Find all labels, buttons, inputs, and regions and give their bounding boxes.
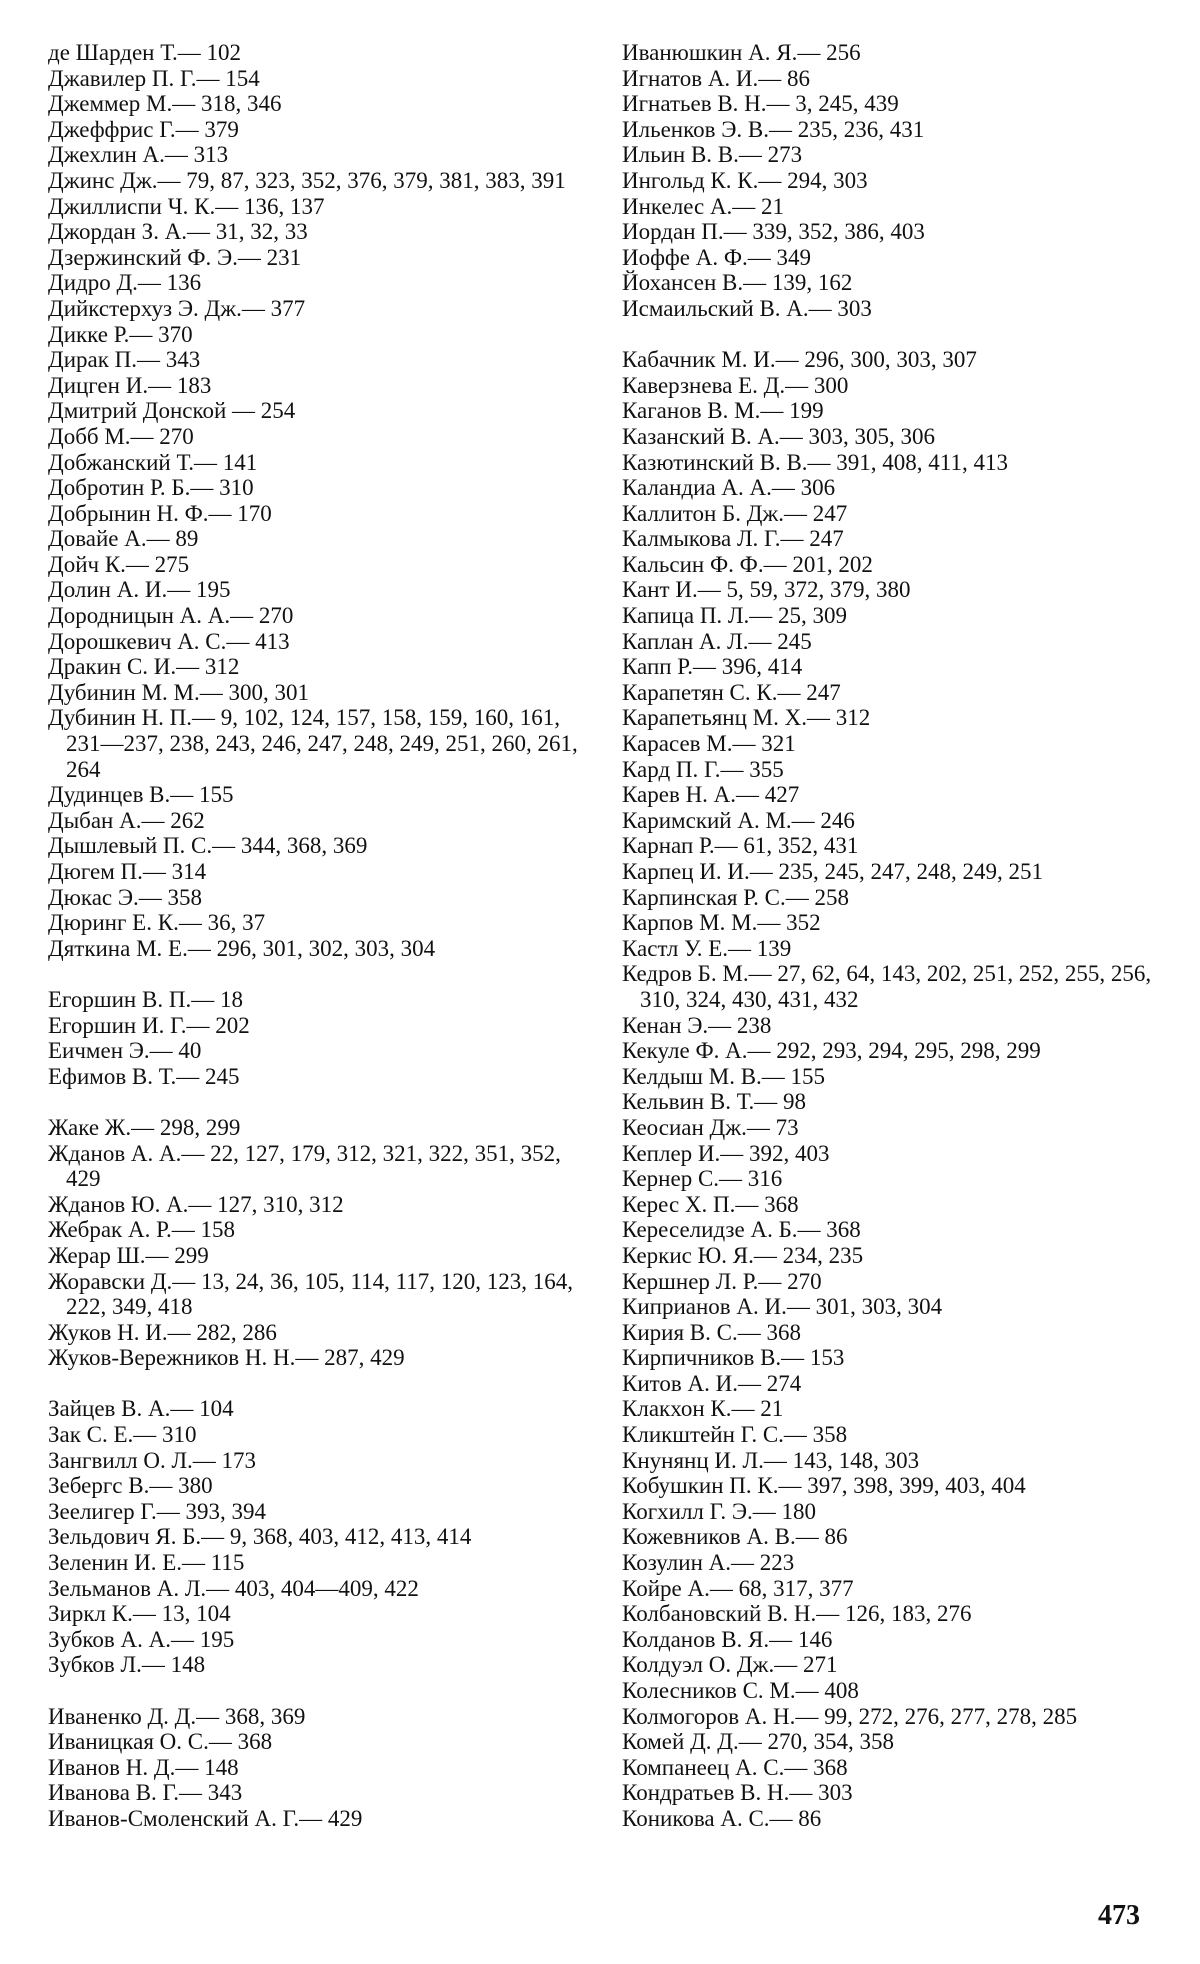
index-entry: Карпинская Р. С.— 258 xyxy=(622,884,850,910)
index-entry: Капица П. Л.— 25, 309 xyxy=(622,603,848,629)
index-entry: Дородницын А. А.— 270 xyxy=(48,603,294,629)
index-entry: Китов А. И.— 274 xyxy=(622,1370,802,1396)
index-entry: Дзержинский Ф. Э.— 231 xyxy=(48,244,302,270)
index-entry: Ильенков Э. В.— 235, 236, 431 xyxy=(622,116,925,142)
index-entry: Кастл У. Е.— 139 xyxy=(622,935,792,961)
index-entry: Зайцев В. А.— 104 xyxy=(48,1396,234,1422)
section-gap xyxy=(48,1678,583,1704)
index-entry: Кекуле Ф. А.— 292, 293, 294, 295, 298, 299 xyxy=(622,1038,1041,1064)
index-entry: Дюгем П.— 314 xyxy=(48,859,207,884)
index-entry: Комей Д. Д.— 270, 354, 358 xyxy=(622,1729,894,1755)
index-entry: Джехлин А.— 313 xyxy=(48,142,229,168)
index-entry: Карпец И. И.— 235, 245, 247, 248, 249, 251 xyxy=(622,859,1044,884)
index-entry: Жуков-Вережников Н. Н.— 287, 429 xyxy=(48,1345,405,1371)
index-entry: Джавилер П. Г.— 154 xyxy=(48,65,260,91)
index-entry: Дубинин Н. П.— 9, 102, 124, 157, 158, 159, 160, 161, 231—237, 238, 243, 246, 247, 248, 249, 251, 260, 261, 264 xyxy=(48,705,578,782)
index-entry: Кард П. Г.— 355 xyxy=(622,756,784,782)
index-entry: Дышлевый П. С.— 344, 368, 369 xyxy=(48,833,368,859)
index-entry: Зак С. Е.— 310 xyxy=(48,1422,197,1448)
index-entry: Келдыш М. В.— 155 xyxy=(622,1063,826,1089)
index-entry: Кальсин Ф. Ф.— 201, 202 xyxy=(622,551,873,577)
index-entry: Карнап Р.— 61, 352, 431 xyxy=(622,833,859,859)
index-entry: Зеелигер Г.— 393, 394 xyxy=(48,1498,267,1524)
index-entry: Козулин А.— 223 xyxy=(622,1550,795,1576)
page-number: 473 xyxy=(1098,1900,1140,1931)
index-entry: Зельдович Я. Б.— 9, 368, 403, 412, 413, 414 xyxy=(48,1524,472,1550)
index-entry: Ильин В. В.— 273 xyxy=(622,142,803,168)
index-entry: Кобушкин П. К.— 397, 398, 399, 403, 404 xyxy=(622,1473,1026,1499)
index-entry: Зеленин И. Е.— 115 xyxy=(48,1550,245,1576)
index-entry: Компанеец А. С.— 368 xyxy=(622,1754,848,1780)
index-entry: Джордан З. А.— 31, 32, 33 xyxy=(48,219,308,245)
index-entry: Долин А. И.— 195 xyxy=(48,577,231,603)
index-entry: Жуков Н. И.— 282, 286 xyxy=(48,1319,277,1345)
index-entry: Карев Н. А.— 427 xyxy=(622,782,800,808)
section-gap xyxy=(48,961,583,987)
index-entry: Карасев М.— 321 xyxy=(622,731,796,757)
index-entry: Колдуэл О. Дж.— 271 xyxy=(622,1652,838,1678)
index-entry: Казанский В. А.— 303, 305, 306 xyxy=(622,423,936,449)
index-entry: Клакхон К.— 21 xyxy=(622,1396,784,1422)
index-entry: Дюринг Е. К.— 36, 37 xyxy=(48,910,266,936)
index-entry: Кант И.— 5, 59, 372, 379, 380 xyxy=(622,577,911,603)
index-entry: Кереселидзе А. Б.— 368 xyxy=(622,1217,861,1243)
index-entry: Еичмен Э.— 40 xyxy=(48,1038,202,1064)
index-entry: Киприанов А. И.— 301, 303, 304 xyxy=(622,1294,943,1320)
index-entry: Йохансен В.— 139, 162 xyxy=(622,270,853,296)
index-entry: Дмитрий Донской — 254 xyxy=(48,398,296,424)
index-entry: Дойч К.— 275 xyxy=(48,551,190,577)
index-entry: Каплан А. Л.— 245 xyxy=(622,628,812,654)
index-entry: Зангвилл О. Л.— 173 xyxy=(48,1447,257,1473)
index-entry: Егоршин В. П.— 18 xyxy=(48,986,243,1012)
index-entry: Кликштейн Г. С.— 358 xyxy=(622,1422,848,1448)
index-entry: Дирак П.— 343 xyxy=(48,347,201,373)
index-entry: Иоффе А. Ф.— 349 xyxy=(622,244,812,270)
index-entry: Зубков А. А.— 195 xyxy=(48,1626,235,1652)
index-entry: Джеффрис Г.— 379 xyxy=(48,116,239,142)
section-gap xyxy=(622,322,1167,348)
index-entry: Исмаильский В. А.— 303 xyxy=(622,295,872,321)
index-entry: Джинс Дж.— 79, 87, 323, 352, 376, 379, 381, 383, 391 xyxy=(48,167,566,193)
index-entry: Колбановский В. Н.— 126, 183, 276 xyxy=(622,1601,972,1627)
index-column-left xyxy=(48,40,583,1832)
index-entry: Джеммер М.— 318, 346 xyxy=(48,91,282,117)
index-entry: Каримский А. М.— 246 xyxy=(622,807,855,833)
index-entry: Колмогоров А. Н.— 99, 272, 276, 277, 278, 285 xyxy=(622,1703,1078,1729)
index-entry: Ефимов В. Т.— 245 xyxy=(48,1063,240,1089)
index-entry: Кондратьев В. Н.— 303 xyxy=(622,1780,853,1806)
index-entry: Дикке Р.— 370 xyxy=(48,321,193,347)
index-entry: Зельманов А. Л.— 403, 404—409, 422 xyxy=(48,1575,419,1601)
section-gap xyxy=(48,1089,583,1115)
index-entry: Кирия В. С.— 368 xyxy=(622,1319,801,1345)
index-entry: Кеплер И.— 392, 403 xyxy=(622,1140,830,1166)
index-entry: Колданов В. Я.— 146 xyxy=(622,1626,833,1652)
index-entry: Егоршин И. Г.— 202 xyxy=(48,1012,250,1038)
index-entry: Зиркл К.— 13, 104 xyxy=(48,1601,231,1627)
index-entry: Инкелес А.— 21 xyxy=(622,193,785,219)
index-entry: Дийкстерхуз Э. Дж.— 377 xyxy=(48,295,306,321)
index-entry: де Шарден Т.— 102 xyxy=(48,40,241,65)
index-entry: Жданов Ю. А.— 127, 310, 312 xyxy=(48,1191,344,1217)
index-entry: Калмыкова Л. Г.— 247 xyxy=(622,526,844,552)
index-entry: Кернер С.— 316 xyxy=(622,1166,783,1192)
index-entry: Каверзнева Е. Д.— 300 xyxy=(622,372,849,398)
index-entry: Добб М.— 270 xyxy=(48,423,194,449)
section-gap xyxy=(48,1371,583,1397)
index-entry: Джиллиспи Ч. К.— 136, 137 xyxy=(48,193,325,219)
index-entry: Колесников С. М.— 408 xyxy=(622,1678,859,1703)
index-entry: Кершнер Л. Р.— 270 xyxy=(622,1268,822,1294)
index-entry: Кирпичников В.— 153 xyxy=(622,1345,845,1371)
index-entry: Игнатов А. И.— 86 xyxy=(622,65,811,91)
index-entry: Жданов А. А.— 22, 127, 179, 312, 321, 322, 351, 352, 429 xyxy=(48,1140,561,1192)
index-entry: Кожевников А. В.— 86 xyxy=(622,1524,848,1550)
index-entry: Казютинский В. В.— 391, 408, 411, 413 xyxy=(622,449,1008,475)
index-entry: Довайе А.— 89 xyxy=(48,526,199,552)
index-entry: Кедров Б. М.— 27, 62, 64, 143, 202, 251, 252, 255, 256, 310, 324, 430, 431, 432 xyxy=(622,961,1152,1012)
index-column-right xyxy=(622,40,1167,1832)
index-entry: Добротин Р. Б.— 310 xyxy=(48,475,254,501)
index-entry: Игнатьев В. Н.— 3, 245, 439 xyxy=(622,91,899,117)
index-entry: Добжанский Т.— 141 xyxy=(48,449,258,475)
index-entry: Каллитон Б. Дж.— 247 xyxy=(622,500,848,526)
index-entry: Дракин С. И.— 312 xyxy=(48,654,240,680)
index-entry: Дыбан А.— 262 xyxy=(48,807,205,833)
index-entry: Ингольд К. К.— 294, 303 xyxy=(622,167,868,193)
index-entry: Каганов В. М.— 199 xyxy=(622,398,824,424)
index-entry: Кельвин В. Т.— 98 xyxy=(622,1089,806,1115)
index-entry: Жебрак А. Р.— 158 xyxy=(48,1217,236,1243)
index-entry: Кнунянц И. Л.— 143, 148, 303 xyxy=(622,1447,920,1473)
index-entry: Керес Х. П.— 368 xyxy=(622,1191,799,1217)
index-entry: Зебергс В.— 380 xyxy=(48,1473,213,1499)
index-entry: Керкис Ю. Я.— 234, 235 xyxy=(622,1242,864,1268)
index-entry: Иваницкая О. С.— 368 xyxy=(48,1729,273,1755)
index-entry: Каландиа А. А.— 306 xyxy=(622,475,836,501)
index-entry: Кенан Э.— 238 xyxy=(622,1012,772,1038)
index-entry: Иваненко Д. Д.— 368, 369 xyxy=(48,1703,306,1729)
index-entry: Жерар Ш.— 299 xyxy=(48,1242,209,1268)
index-entry: Коникова А. С.— 86 xyxy=(622,1805,822,1831)
index-entry: Дицген И.— 183 xyxy=(48,372,212,398)
index-entry: Карапетян С. К.— 247 xyxy=(622,679,841,705)
index-entry: Капп Р.— 396, 414 xyxy=(622,654,803,680)
index-entry: Дудинцев В.— 155 xyxy=(48,782,234,808)
index-entry: Добрынин Н. Ф.— 170 xyxy=(48,500,272,526)
index-entry: Дяткина М. Е.— 296, 301, 302, 303, 304 xyxy=(48,935,436,961)
index-entry: Иванова В. Г.— 343 xyxy=(48,1780,243,1806)
index-entry: Иванюшкин А. Я.— 256 xyxy=(622,40,861,65)
index-entry: Иванов-Смоленский А. Г.— 429 xyxy=(48,1805,363,1831)
index-entry: Карапетьянц М. Х.— 312 xyxy=(622,705,871,731)
index-entry: Карпов М. М.— 352 xyxy=(622,910,821,936)
index-entry: Койре А.— 68, 317, 377 xyxy=(622,1575,854,1601)
index-entry: Зубков Л.— 148 xyxy=(48,1652,206,1678)
index-entry: Жоравски Д.— 13, 24, 36, 105, 114, 117, 120, 123, 164, 222, 349, 418 xyxy=(48,1268,574,1320)
index-entry: Дорошкевич А. С.— 413 xyxy=(48,628,290,654)
index-entry: Дидро Д.— 136 xyxy=(48,270,202,296)
index-entry: Иордан П.— 339, 352, 386, 403 xyxy=(622,219,925,245)
index-entry: Дюкас Э.— 358 xyxy=(48,884,203,910)
index-entry: Жаке Ж.— 298, 299 xyxy=(48,1114,241,1140)
index-entry: Когхилл Г. Э.— 180 xyxy=(622,1498,817,1524)
index-entry: Кеосиан Дж.— 73 xyxy=(622,1114,799,1140)
index-entry: Кабачник М. И.— 296, 300, 303, 307 xyxy=(622,347,977,373)
index-entry: Иванов Н. Д.— 148 xyxy=(48,1754,239,1780)
index-entry: Дубинин М. М.— 300, 301 xyxy=(48,679,309,705)
